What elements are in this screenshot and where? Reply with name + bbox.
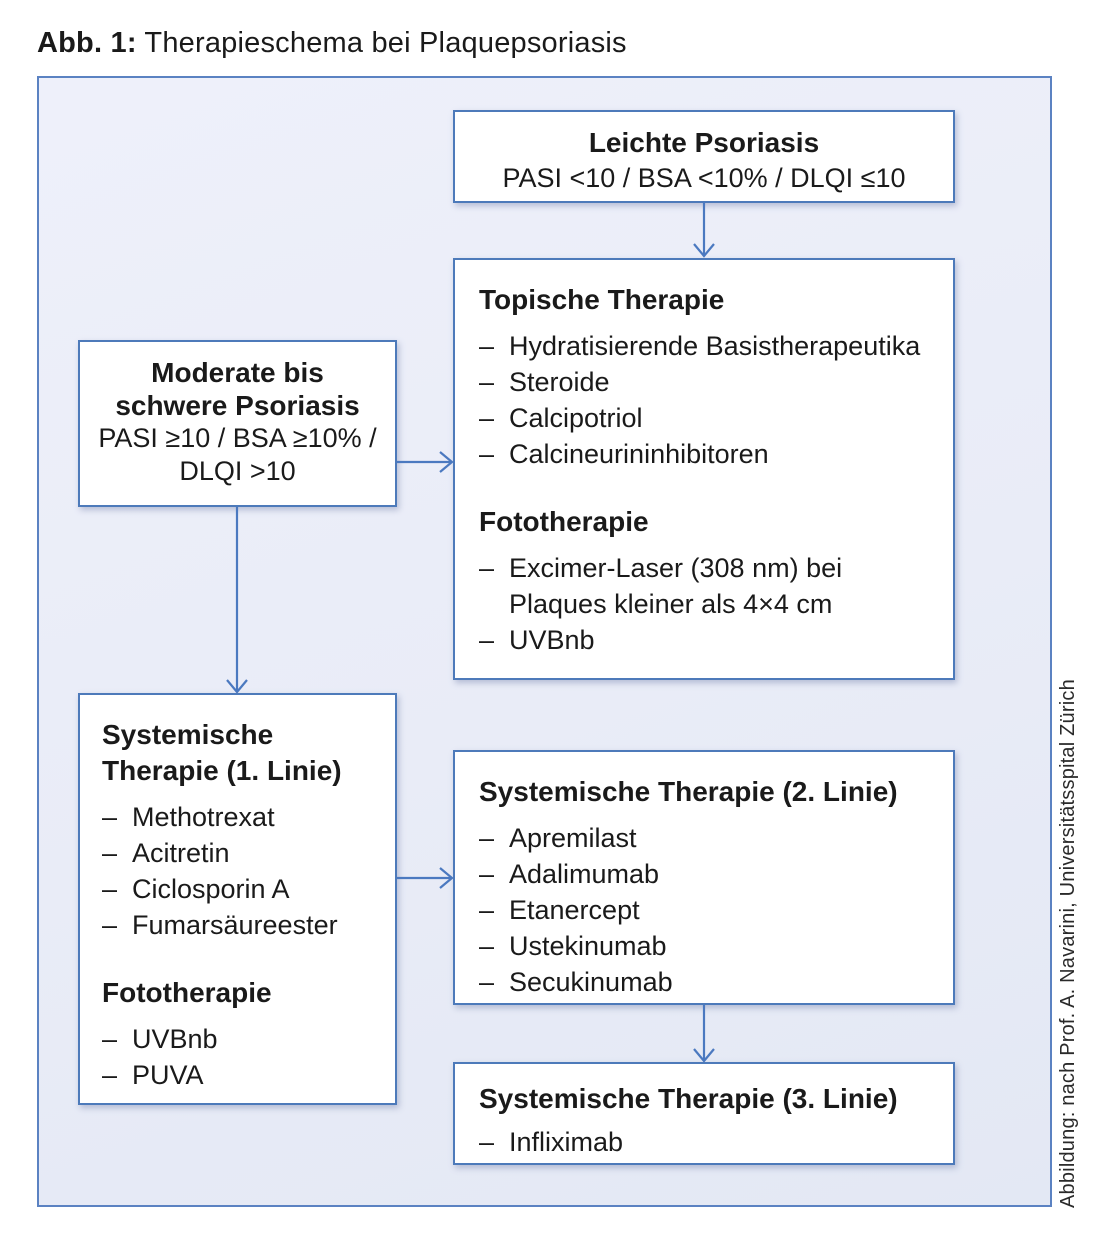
list-item bbox=[479, 856, 939, 892]
list-item bbox=[479, 364, 939, 400]
sys2-heading: Systemische Therapie (2. Linie) bbox=[479, 776, 898, 807]
list-item bbox=[479, 964, 939, 1000]
list-item-text: Excimer-Laser (308 nm) bei Plaques kleiner als 4×4 cm bbox=[509, 553, 843, 619]
list-item-text: Calcipotriol bbox=[509, 403, 643, 433]
node-leichte-psoriasis bbox=[453, 110, 955, 203]
node-moderate-psoriasis bbox=[78, 340, 397, 507]
node-systemische-therapie-2-linie bbox=[453, 750, 955, 1005]
node-systemische-therapie-3-linie bbox=[453, 1062, 955, 1165]
figure-title-prefix: Abb. 1: bbox=[37, 27, 137, 59]
list-item bbox=[102, 1057, 387, 1093]
bullet-dash: – bbox=[102, 838, 118, 868]
bullet-dash: – bbox=[479, 553, 495, 583]
node-leichte-title: Leichte Psoriasis bbox=[588, 127, 820, 158]
bullet-dash: – bbox=[102, 874, 118, 904]
list-item-text: Secukinumab bbox=[509, 967, 673, 997]
node-moderate-title-line1: Moderate bis bbox=[151, 357, 324, 388]
list-item-text: Ustekinumab bbox=[509, 931, 667, 961]
arrow-down-sys2-to-sys3-icon bbox=[692, 1005, 716, 1064]
bullet-dash: – bbox=[102, 802, 118, 832]
node-systemische-therapie-1-linie bbox=[78, 693, 397, 1105]
figure-title bbox=[37, 27, 627, 60]
bullet-dash: – bbox=[102, 1024, 118, 1054]
list-item-text: Calcineurininhibitoren bbox=[509, 439, 769, 469]
list-item bbox=[479, 928, 939, 964]
list-item bbox=[479, 1124, 939, 1160]
list-item-text: Steroide bbox=[509, 367, 610, 397]
fototherapie-heading: Fototherapie bbox=[479, 506, 649, 537]
list-item bbox=[479, 892, 939, 928]
list-item bbox=[479, 328, 939, 364]
topische-heading: Topische Therapie bbox=[479, 284, 725, 315]
list-item-text: Infliximab bbox=[509, 1127, 624, 1157]
list-item-text: Methotrexat bbox=[132, 802, 275, 832]
figure-title-text: Therapieschema bei Plaquepsoriasis bbox=[136, 27, 627, 59]
list-item-text: Fumarsäureester bbox=[132, 910, 338, 940]
list-item bbox=[102, 799, 387, 835]
list-item bbox=[102, 907, 387, 943]
bullet-dash: – bbox=[102, 1060, 118, 1090]
list-item bbox=[479, 436, 939, 472]
diagram-panel bbox=[37, 76, 1052, 1207]
bullet-dash: – bbox=[479, 967, 495, 997]
list-item-text: Acitretin bbox=[132, 838, 230, 868]
bullet-dash: – bbox=[479, 331, 495, 361]
bullet-dash: – bbox=[479, 895, 495, 925]
node-moderate-criteria-line1: PASI ≥10 / BSA ≥10% / bbox=[98, 423, 377, 453]
list-item bbox=[479, 622, 939, 658]
node-moderate-criteria-line2: DLQI >10 bbox=[179, 456, 296, 486]
node-leichte-criteria: PASI <10 / BSA <10% / DLQI ≤10 bbox=[502, 163, 906, 193]
list-item bbox=[102, 835, 387, 871]
list-item bbox=[479, 400, 939, 436]
bullet-dash: – bbox=[479, 403, 495, 433]
list-item bbox=[102, 871, 387, 907]
sys3-heading: Systemische Therapie (3. Linie) bbox=[479, 1083, 898, 1114]
list-item-text: UVBnb bbox=[509, 625, 595, 655]
node-moderate-title-line2: schwere Psoriasis bbox=[115, 390, 360, 421]
bullet-dash: – bbox=[479, 439, 495, 469]
list-item bbox=[102, 1021, 387, 1057]
list-item-text: Hydratisierende Basistherapeutika bbox=[509, 331, 921, 361]
bullet-dash: – bbox=[479, 367, 495, 397]
node-topische-therapie bbox=[453, 258, 955, 680]
bullet-dash: – bbox=[479, 1127, 495, 1157]
bullet-dash: – bbox=[479, 931, 495, 961]
arrow-right-moderate-to-topische-icon bbox=[397, 450, 455, 474]
list-item-text: PUVA bbox=[132, 1060, 204, 1090]
sys1-heading: Systemische Therapie (1. Linie) bbox=[102, 719, 342, 786]
list-item-text: Apremilast bbox=[509, 823, 637, 853]
bullet-dash: – bbox=[479, 859, 495, 889]
list-item-text: UVBnb bbox=[132, 1024, 218, 1054]
list-item-text: Adalimumab bbox=[509, 859, 660, 889]
bullet-dash: – bbox=[102, 910, 118, 940]
arrow-down-moderate-to-sys1-icon bbox=[225, 507, 249, 695]
list-item bbox=[479, 820, 939, 856]
arrow-down-leichte-to-topische-icon bbox=[692, 202, 716, 259]
list-item-text: Etanercept bbox=[509, 895, 640, 925]
list-item-text: Ciclosporin A bbox=[132, 874, 290, 904]
bullet-dash: – bbox=[479, 625, 495, 655]
list-item bbox=[479, 550, 939, 622]
sys1-fototherapie-heading: Fototherapie bbox=[102, 977, 272, 1008]
arrow-right-sys1-to-sys2-icon bbox=[397, 866, 455, 890]
figure-attribution: Abbildung: nach Prof. A. Navarini, Universitätsspital Zürich bbox=[1057, 679, 1079, 1208]
bullet-dash: – bbox=[479, 823, 495, 853]
